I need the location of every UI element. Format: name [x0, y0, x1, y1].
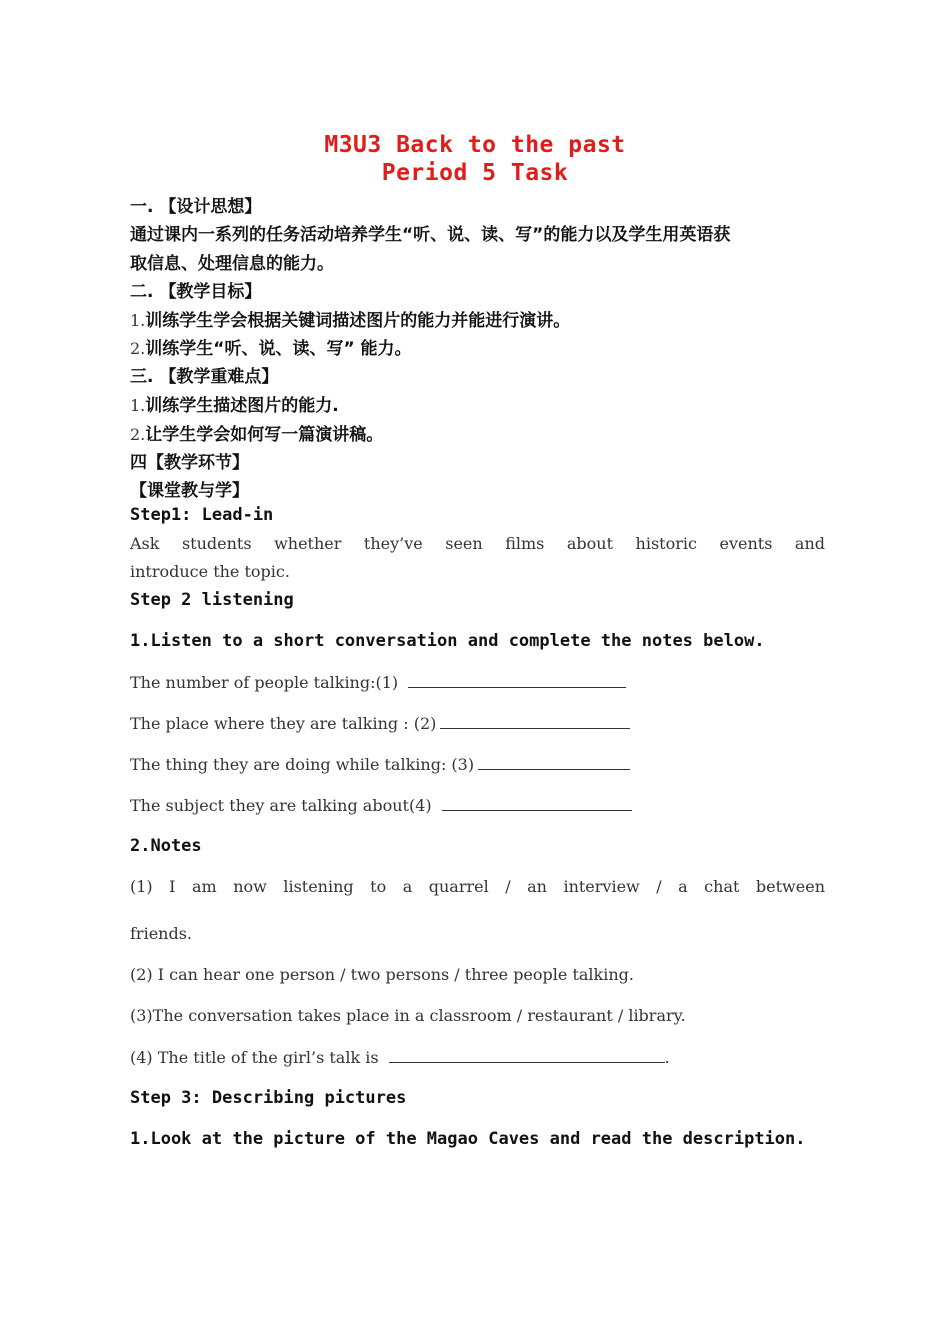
note-line-1-continued: friends.	[130, 924, 192, 943]
note-field-3	[130, 754, 825, 774]
note-line-4	[130, 1047, 825, 1067]
key-point-item-2	[130, 420, 825, 445]
step3-task-1: 1.Look at the picture of the Magao Caves and read the description.	[130, 1129, 806, 1149]
key-point-item-1	[130, 391, 825, 416]
note-line-4-period: .	[664, 1048, 670, 1067]
note-line-4-blank	[389, 1047, 665, 1063]
note-field-4	[130, 795, 825, 815]
goals-heading: 二. 【教学目标】	[130, 282, 262, 302]
note-line-1: (1) I am now listening to a quarrel / an interview / a chat between	[130, 877, 825, 896]
note-line-2: (2) I can hear one person / two persons / three people talking.	[130, 965, 634, 984]
note-field-2-label: The place where they are talking : (2)	[130, 714, 437, 733]
goal-item-1-number: 1.	[130, 311, 146, 330]
note-field-2-blank	[440, 713, 630, 729]
goal-item-2	[130, 334, 825, 359]
key-point-item-2-number: 2.	[130, 425, 146, 444]
design-text-1: 通过课内一系列的任务活动培养学生“听、说、读、写”的能力以及学生用英语获	[130, 225, 731, 245]
note-line-4-label: (4) The title of the girl’s talk is	[130, 1048, 379, 1067]
note-field-3-label: The thing they are doing while talking: (3)	[130, 755, 475, 774]
note-line-3: (3)The conversation takes place in a classroom / restaurant / library.	[130, 1006, 686, 1025]
note-field-2	[130, 713, 825, 733]
notes-heading: 2.Notes	[130, 836, 202, 856]
design-heading: 一. 【设计思想】	[130, 197, 262, 217]
note-field-1-label: The number of people talking:(1)	[130, 673, 399, 692]
note-field-4-label: The subject they are talking about(4)	[130, 796, 432, 815]
note-field-3-blank	[478, 754, 630, 770]
process-heading: 四【教学环节】	[130, 453, 249, 473]
step3-heading: Step 3: Describing pictures	[130, 1088, 407, 1108]
step2-heading: Step 2 listening	[130, 590, 294, 610]
note-field-1	[130, 672, 825, 692]
note-field-1-blank	[408, 672, 626, 688]
design-text-2: 取信息、处理信息的能力。	[130, 254, 334, 274]
goal-item-1	[130, 306, 825, 331]
step1-text-line-1: Ask students whether they’ve seen films about historic events and	[130, 534, 825, 553]
step1-heading: Step1: Lead-in	[130, 505, 274, 525]
goal-item-2-text: 训练学生“听、说、读、写” 能力。	[145, 339, 412, 359]
step1-text-line-2: introduce the topic.	[130, 562, 290, 581]
key-points-heading: 三. 【教学重难点】	[130, 367, 279, 387]
note-field-4-blank	[442, 795, 632, 811]
key-point-item-1-number: 1.	[130, 396, 146, 415]
process-subheading: 【课堂教与学】	[130, 481, 249, 501]
document-subtitle: Period 5 Task	[381, 160, 569, 186]
step2-task-1: 1.Listen to a short conversation and complete the notes below.	[130, 631, 765, 651]
key-point-item-2-text: 让学生学会如何写一篇演讲稿。	[145, 425, 384, 445]
document-title: M3U3 Back to the past	[324, 132, 626, 158]
goal-item-2-number: 2.	[130, 339, 146, 358]
goal-item-1-text: 训练学生学会根据关键词描述图片的能力并能进行演讲。	[145, 311, 571, 331]
key-point-item-1-text: 训练学生描述图片的能力.	[145, 396, 339, 416]
